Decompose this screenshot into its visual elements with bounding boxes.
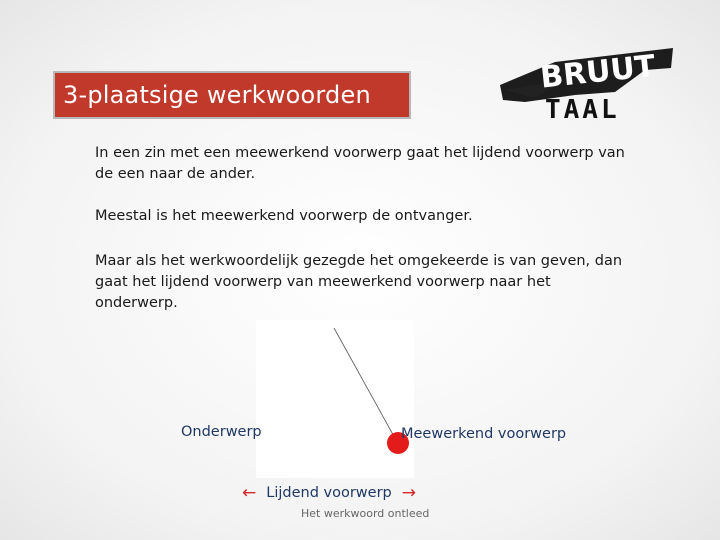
label-lijdend-voorwerp: Lijdend voorwerp bbox=[266, 485, 392, 501]
paragraph-reverse: Maar als het werkwoordelijk gezegde het omgekeerde is van geven, dan gaat het lijdend voorwerp van meewerkend voorwerp naar het onderwerp. bbox=[95, 253, 623, 311]
logo-bottom-text: TAAL bbox=[545, 95, 620, 125]
pendulum-string bbox=[334, 328, 396, 440]
label-onderwerp: Onderwerp bbox=[181, 424, 262, 440]
diagram-caption: Het werkwoord ontleed bbox=[301, 507, 430, 520]
slide-title-box bbox=[53, 71, 411, 119]
paragraph-intro: In een zin met een meewerkend voorwerp gaat het lijdend voorwerp van de een naar de ander. bbox=[95, 145, 625, 182]
arrow-right-icon: → bbox=[401, 483, 416, 503]
slide-title: 3-plaatsige werkwoorden bbox=[63, 81, 371, 109]
bruut-taal-logo bbox=[495, 40, 675, 130]
label-meewerkend-voorwerp: Meewerkend voorwerp bbox=[401, 426, 567, 442]
logo-top-text: BRUUT bbox=[538, 48, 657, 96]
pendulum-diagram bbox=[256, 320, 414, 478]
paragraph-receiver: Meestal is het meewerkend voorwerp de ontvanger. bbox=[95, 208, 473, 224]
lijdend-voorwerp-row bbox=[242, 483, 416, 503]
arrow-left-icon: ← bbox=[242, 483, 257, 503]
